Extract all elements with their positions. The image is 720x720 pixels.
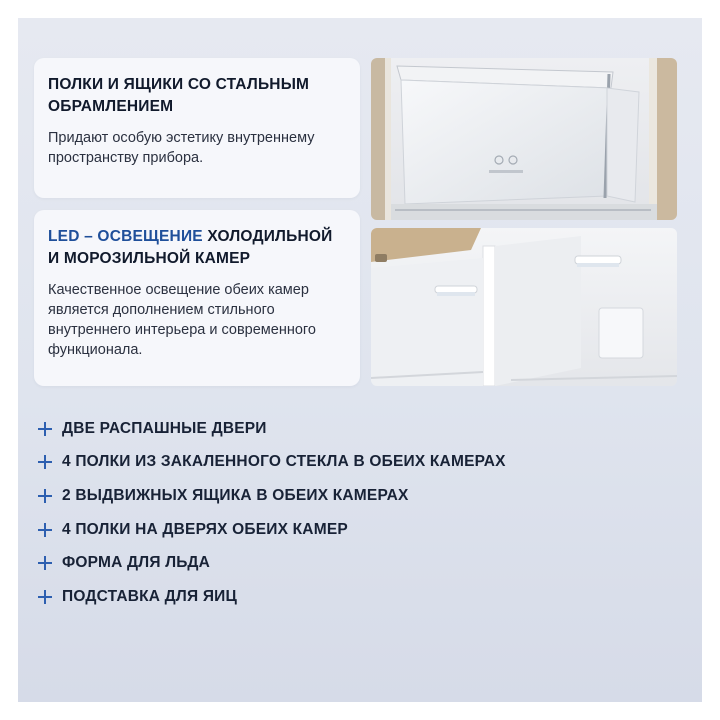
feature-label: 2 ВЫДВИЖНЫХ ЯЩИКА В ОБЕИХ КАМЕРАХ	[62, 486, 409, 504]
list-item	[36, 446, 696, 480]
list-item	[36, 546, 696, 580]
fridge-led-photo	[371, 228, 677, 386]
plus-icon	[36, 420, 54, 438]
plus-icon	[36, 554, 54, 572]
list-item	[36, 479, 696, 513]
plus-icon	[36, 487, 54, 505]
card-title-shelves: ПОЛКИ И ЯЩИКИ СО СТАЛЬНЫМ ОБРАМЛЕНИЕМ	[48, 76, 310, 115]
promo-canvas	[18, 18, 702, 702]
feature-label: ДВЕ РАСПАШНЫЕ ДВЕРИ	[62, 419, 267, 437]
list-item	[36, 580, 696, 614]
feature-label: ПОДСТАВКА ДЛЯ ЯИЦ	[62, 587, 238, 605]
feature-label: ФОРМА ДЛЯ ЛЬДА	[62, 554, 211, 572]
card-title-led-rest: ХОЛОДИЛЬНОЙ И МОРОЗИЛЬНОЙ КАМЕР	[48, 228, 333, 267]
plus-icon	[36, 521, 54, 539]
card-title-led-accent: LED – ОСВЕЩЕНИЕ	[48, 228, 203, 245]
plus-icon	[36, 453, 54, 471]
feature-card-shelves	[34, 58, 360, 198]
card-text-shelves: Придают особую эстетику внутреннему пространству прибора.	[48, 130, 315, 166]
card-text-led: Качественное освещение обеих камер является дополнением стильного внутреннего интерьера и современного функционала.	[48, 282, 316, 358]
feature-list	[36, 412, 696, 614]
feature-card-led	[34, 210, 360, 386]
list-item	[36, 412, 696, 446]
fridge-drawer-photo	[371, 58, 677, 220]
plus-icon	[36, 588, 54, 606]
feature-label: 4 ПОЛКИ ИЗ ЗАКАЛЕННОГО СТЕКЛА В ОБЕИХ КАМЕРАХ	[62, 453, 506, 471]
feature-label: 4 ПОЛКИ НА ДВЕРЯХ ОБЕИХ КАМЕР	[62, 520, 348, 538]
card-title-led	[48, 226, 346, 270]
list-item	[36, 513, 696, 547]
